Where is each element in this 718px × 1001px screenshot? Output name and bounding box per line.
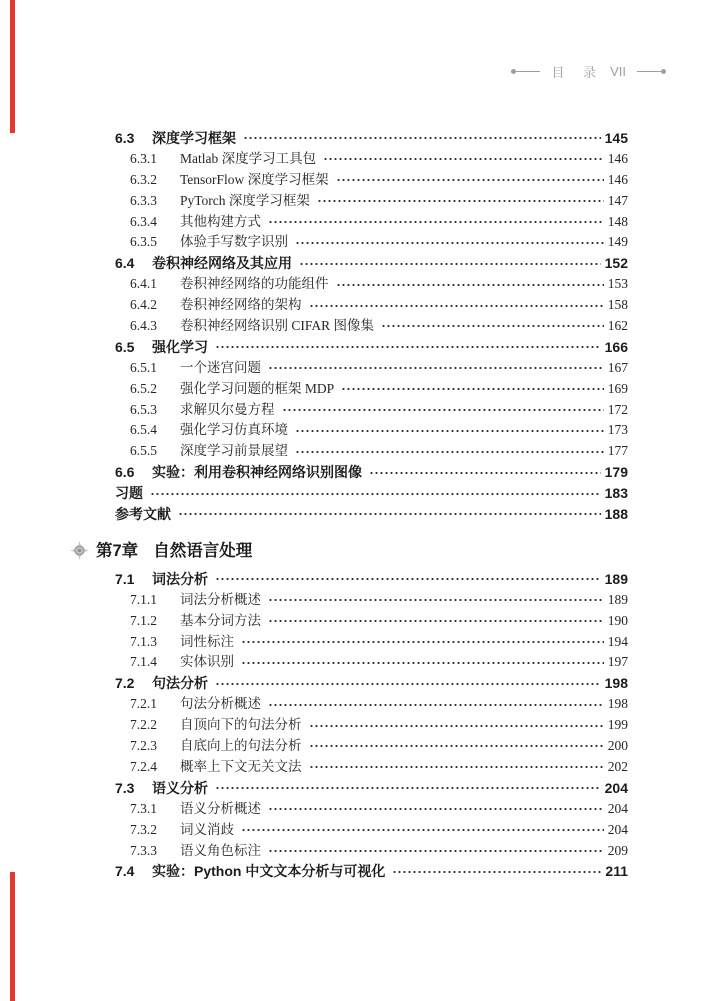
entry-page-number: 167: [607, 359, 628, 375]
entry-page-number: 190: [607, 612, 628, 628]
entry-number: 6.4.1: [130, 276, 157, 292]
entry-page-number: 145: [604, 130, 628, 146]
entry-page-number: 198: [607, 696, 628, 712]
entry-title: 自顶向下的句法分析: [180, 717, 302, 733]
entry-title: 实验：利用卷积神经网络识别图像: [152, 464, 362, 481]
entry-page-number: 148: [607, 213, 628, 229]
entry-page-number: 179: [604, 464, 628, 481]
toc-entry: [70, 841, 628, 862]
dot-leader: [150, 491, 601, 497]
dot-leader: [295, 428, 604, 434]
entry-number: 7.2.3: [130, 738, 157, 754]
entry-title: 词法分析概述: [180, 591, 261, 607]
toc-entry: [70, 441, 628, 462]
entry-page-number: 204: [604, 779, 628, 796]
dot-leader: [369, 470, 601, 476]
dot-leader: [268, 848, 604, 854]
page-edge-mark-bottom: [10, 872, 15, 1001]
entry-number: 6.3.5: [130, 234, 157, 250]
dot-leader: [215, 681, 601, 687]
entry-page-number: 209: [607, 842, 628, 858]
dot-leader: [381, 323, 604, 329]
dot-leader: [178, 511, 601, 517]
entry-title: 句法分析: [152, 675, 208, 692]
dot-leader: [295, 449, 604, 455]
entry-title: 语义角色标注: [180, 842, 261, 858]
dot-leader: [392, 869, 601, 875]
entry-page-number: 189: [604, 570, 628, 587]
dot-leader: [215, 785, 601, 791]
entry-page-number: 194: [607, 633, 628, 649]
entry-page-number: 147: [607, 192, 628, 208]
chapter-number: 第7章: [96, 541, 139, 560]
header-right-ornament-icon: [637, 69, 666, 74]
entry-page-number: 169: [607, 380, 628, 396]
dot-leader: [268, 702, 604, 708]
entry-page-number: 146: [607, 171, 628, 187]
header-title: 目 录: [551, 65, 600, 80]
dot-leader: [241, 827, 604, 833]
dot-leader: [309, 764, 604, 770]
entry-page-number: 188: [604, 506, 628, 523]
toc-entry: [70, 632, 628, 653]
entry-number: 7.1.4: [130, 654, 157, 670]
toc-entry: [70, 128, 628, 149]
entry-page-number: 197: [607, 654, 628, 670]
entry-title: 卷积神经网络及其应用: [152, 255, 292, 272]
entry-page-number: 199: [607, 717, 628, 733]
dot-leader: [215, 576, 601, 582]
chapter-ornament-icon: [70, 541, 89, 560]
entry-number: 6.4.2: [130, 297, 157, 313]
dot-leader: [268, 618, 604, 624]
entry-number: 6.5.3: [130, 401, 157, 417]
entry-number: 6.5.5: [130, 443, 157, 459]
entry-page-number: 189: [607, 591, 628, 607]
dot-leader: [295, 240, 604, 246]
toc-entry: [70, 715, 628, 736]
dot-leader: [317, 198, 604, 204]
entry-number: 6.3.3: [130, 192, 157, 208]
entry-title: Matlab 深度学习工具包: [180, 150, 317, 166]
entry-number: 7.1.2: [130, 612, 157, 628]
entry-title: 实验：Python 中文文本分析与可视化: [152, 863, 386, 880]
entry-title: 句法分析概述: [180, 696, 261, 712]
entry-title: 习题: [115, 485, 143, 502]
toc-entry: [70, 337, 628, 358]
entry-title: 词法分析: [152, 570, 208, 587]
toc-entry: [70, 379, 628, 400]
toc-entry: [70, 295, 628, 316]
entry-number: 6.5: [115, 338, 135, 355]
entry-number: 7.4: [115, 863, 135, 880]
entry-page-number: 183: [604, 485, 628, 502]
entry-title: 基本分词方法: [180, 612, 261, 628]
entry-page-number: 204: [607, 800, 628, 816]
dot-leader: [309, 723, 604, 729]
entry-title: 深度学习前景展望: [180, 443, 288, 459]
entry-number: 7.1: [115, 570, 135, 587]
dot-leader: [268, 219, 604, 225]
dot-leader: [215, 344, 601, 350]
chapter-title: 自然语言处理: [153, 541, 253, 560]
toc-entry: [70, 462, 628, 483]
entry-number: 6.6: [115, 464, 135, 481]
entry-page-number: 166: [604, 338, 628, 355]
toc-entry: [70, 652, 628, 673]
toc-entry: [70, 400, 628, 421]
entry-page-number: 146: [607, 150, 628, 166]
entry-page-number: 173: [607, 422, 628, 438]
entry-number: 7.2: [115, 675, 135, 692]
entry-title: PyTorch 深度学习框架: [180, 192, 310, 208]
entry-title: 强化学习: [152, 338, 208, 355]
entry-number: 7.3: [115, 779, 135, 796]
entry-title: 参考文献: [115, 506, 171, 523]
dot-leader: [336, 282, 604, 288]
entry-title: 语义分析: [152, 779, 208, 796]
entry-title: TensorFlow 深度学习框架: [180, 171, 329, 187]
dot-leader: [336, 177, 604, 183]
toc-entry: [70, 420, 628, 441]
dot-leader: [299, 261, 601, 267]
toc-entry: [70, 778, 628, 799]
toc-entry: [70, 820, 628, 841]
entry-number: 6.3.4: [130, 213, 157, 229]
entry-page-number: 149: [607, 234, 628, 250]
entry-page-number: 211: [605, 863, 628, 880]
entry-number: 7.1.1: [130, 591, 157, 607]
entry-page-number: 202: [607, 758, 628, 774]
dot-leader: [282, 407, 604, 413]
entry-number: 7.2.1: [130, 696, 157, 712]
entry-title: 自底向上的句法分析: [180, 738, 302, 754]
toc-entry: [70, 694, 628, 715]
toc-entry: [70, 253, 628, 274]
entry-title: 一个迷宫问题: [180, 359, 261, 375]
dot-leader: [241, 660, 604, 666]
dot-leader: [268, 806, 604, 812]
entry-title: 语义分析概述: [180, 800, 261, 816]
toc-entry: [70, 736, 628, 757]
toc-entry: [70, 149, 628, 170]
entry-page-number: 152: [604, 255, 628, 272]
dot-leader: [268, 365, 604, 371]
page-edge-mark-top: [10, 0, 15, 133]
running-header: [511, 62, 666, 81]
entry-title: 强化学习仿真环境: [180, 422, 288, 438]
entry-number: 6.5.4: [130, 422, 157, 438]
entry-title: 深度学习框架: [152, 130, 236, 146]
entry-number: 6.3.2: [130, 171, 157, 187]
entry-title: 卷积神经网络识别 CIFAR 图像集: [180, 318, 375, 334]
entry-number: 7.3.3: [130, 842, 157, 858]
entry-page-number: 177: [607, 443, 628, 459]
entry-title: 词性标注: [180, 633, 234, 649]
entry-number: 7.2.2: [130, 717, 157, 733]
dot-leader: [268, 597, 604, 603]
entry-number: 7.2.4: [130, 758, 157, 774]
toc-entry: [70, 799, 628, 820]
entry-title: 体验手写数字识别: [180, 234, 288, 250]
entry-title: 卷积神经网络的架构: [180, 297, 302, 313]
entry-page-number: 172: [607, 401, 628, 417]
entry-title: 其他构建方式: [180, 213, 261, 229]
dot-leader: [341, 386, 604, 392]
toc-entry: [70, 611, 628, 632]
dot-leader: [309, 303, 604, 309]
entry-page-number: 204: [607, 821, 628, 837]
entry-number: 6.4: [115, 255, 135, 272]
toc-entry: [70, 274, 628, 295]
entry-title: 卷积神经网络的功能组件: [180, 276, 329, 292]
toc-entry: [70, 673, 628, 694]
toc-entry: [70, 569, 628, 590]
entry-number: 6.3: [115, 130, 135, 146]
entry-page-number: 158: [607, 297, 628, 313]
entry-number: 7.1.3: [130, 633, 157, 649]
toc-entry: [70, 861, 628, 882]
toc-entry: [70, 504, 628, 525]
toc-entry: [70, 316, 628, 337]
entry-number: 7.3.2: [130, 821, 157, 837]
toc-entry: [70, 170, 628, 191]
toc-entry: [70, 212, 628, 233]
entry-page-number: 153: [607, 276, 628, 292]
dot-leader: [323, 156, 604, 162]
entry-number: 6.5.1: [130, 359, 157, 375]
toc-entry: [70, 483, 628, 504]
dot-leader: [309, 743, 604, 749]
toc-entry: [70, 757, 628, 778]
toc-entry: [70, 590, 628, 611]
entry-number: 6.4.3: [130, 318, 157, 334]
chapter-heading: [70, 539, 628, 563]
toc-entry: [70, 232, 628, 253]
entry-title: 概率上下文无关文法: [180, 758, 302, 774]
entry-title: 求解贝尔曼方程: [180, 401, 275, 417]
dot-leader: [243, 135, 601, 141]
entry-page-number: 200: [607, 738, 628, 754]
header-page-number: VII: [610, 64, 626, 79]
entry-page-number: 198: [604, 675, 628, 692]
entry-number: 6.3.1: [130, 150, 157, 166]
toc-list: [70, 128, 628, 882]
entry-title: 强化学习问题的框架 MDP: [180, 380, 335, 396]
header-left-ornament-icon: [511, 69, 540, 74]
entry-number: 6.5.2: [130, 380, 157, 396]
dot-leader: [241, 639, 604, 645]
entry-title: 实体识别: [180, 654, 234, 670]
toc-entry: [70, 358, 628, 379]
entry-title: 词义消歧: [180, 821, 234, 837]
entry-page-number: 162: [607, 318, 628, 334]
entry-number: 7.3.1: [130, 800, 157, 816]
toc-entry: [70, 191, 628, 212]
